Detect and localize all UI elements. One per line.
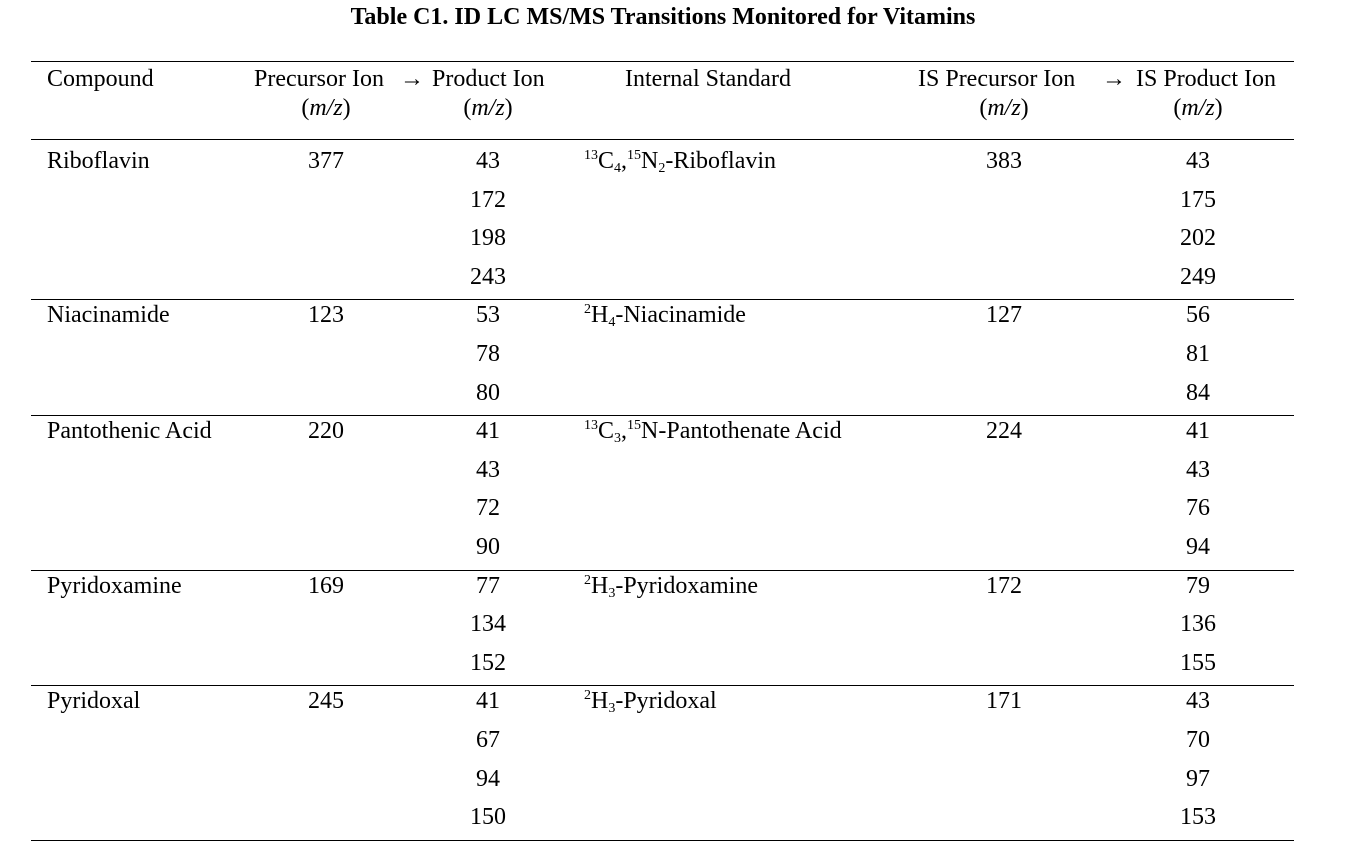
header-product-ion: Product Ion [432, 66, 545, 92]
product-ion-value: 94 [476, 765, 500, 792]
header-is-product-unit: (m/z) [1173, 95, 1223, 121]
header-precursor-unit: (m/z) [301, 95, 351, 121]
header-internal-standard: Internal Standard [625, 66, 791, 92]
table-bottom-rule [31, 840, 1294, 841]
internal-standard-part: , [621, 148, 628, 174]
internal-standard-name [584, 146, 776, 176]
header-is-precursor-unit: (m/z) [979, 95, 1029, 121]
product-ion-value: 41 [476, 418, 500, 445]
is-precursor-ion-value: 171 [986, 688, 1022, 715]
internal-standard-part: 2 [584, 688, 591, 704]
internal-standard-part: 13 [584, 418, 598, 434]
internal-standard-part: 2 [658, 161, 666, 176]
is-product-ion-value: 79 [1186, 572, 1210, 599]
header-is-arrow-icon: → [1102, 66, 1126, 92]
is-precursor-ion-value: 172 [986, 572, 1022, 599]
product-ion-value: 243 [470, 263, 506, 290]
is-product-ion-value: 153 [1180, 804, 1216, 831]
is-product-ion-value: 43 [1186, 456, 1210, 483]
internal-standard-part: , [621, 418, 628, 445]
table-title: Table C1. ID LC MS/MS Transitions Monitored for Vitamins [350, 4, 976, 30]
internal-standard-part: 2 [584, 302, 591, 318]
is-precursor-ion-value: 127 [986, 302, 1022, 329]
is-product-ion-value: 43 [1186, 688, 1210, 715]
compound-name: Pyridoxamine [47, 572, 182, 599]
is-product-ion-value: 97 [1186, 765, 1210, 792]
product-ion-value: 77 [476, 572, 500, 599]
precursor-ion-value: 377 [308, 148, 344, 174]
internal-standard-part: 3 [608, 585, 616, 601]
precursor-ion-value: 245 [308, 688, 344, 715]
internal-standard-part: -Pyridoxamine [615, 572, 758, 599]
internal-standard-part: 3 [614, 431, 622, 447]
is-product-ion-value: 76 [1186, 495, 1210, 522]
internal-standard-part: H [591, 688, 609, 715]
product-ion-value: 80 [476, 379, 500, 406]
precursor-ion-value: 123 [308, 302, 344, 329]
product-ion-value: 134 [470, 611, 506, 638]
header-bottom-rule [31, 139, 1294, 140]
header-precursor-ion: Precursor Ion [254, 66, 384, 92]
header-compound: Compound [47, 66, 154, 92]
is-precursor-ion-value: 224 [986, 418, 1022, 445]
internal-standard-part: H [591, 572, 609, 599]
is-product-ion-value: 56 [1186, 302, 1210, 329]
internal-standard-part: -Riboflavin [665, 148, 777, 174]
precursor-ion-value: 220 [308, 418, 344, 445]
internal-standard-part: C [598, 148, 615, 174]
is-product-ion-value: 43 [1186, 148, 1210, 174]
internal-standard-part: 15 [627, 418, 642, 434]
internal-standard-name [584, 300, 746, 330]
header-arrow-icon: → [400, 66, 424, 92]
internal-standard-part: 15 [627, 148, 642, 163]
is-product-ion-value: 136 [1180, 611, 1216, 638]
is-product-ion-value: 175 [1180, 186, 1216, 213]
internal-standard-part: 4 [608, 315, 616, 331]
internal-standard-part: 3 [608, 701, 616, 717]
internal-standard-part: 2 [584, 572, 591, 588]
internal-standard-part: N [641, 148, 659, 174]
header-is-precursor-ion: IS Precursor Ion [918, 66, 1076, 92]
product-ion-value: 150 [470, 804, 506, 831]
is-product-ion-value: 202 [1180, 225, 1216, 252]
compound-name: Riboflavin [47, 148, 150, 174]
is-product-ion-value: 249 [1180, 263, 1216, 290]
internal-standard-name [584, 571, 758, 601]
compound-name: Niacinamide [47, 302, 170, 329]
product-ion-value: 90 [476, 534, 500, 560]
internal-standard-part: N-Pantothenate Acid [641, 418, 842, 445]
product-ion-value: 67 [476, 727, 500, 753]
product-ion-value: 172 [470, 186, 506, 213]
is-product-ion-value: 84 [1186, 379, 1210, 406]
internal-standard-name [584, 416, 842, 446]
is-product-ion-value: 81 [1186, 341, 1210, 367]
is-product-ion-value: 70 [1186, 727, 1210, 753]
product-ion-value: 43 [476, 456, 500, 483]
product-ion-value: 53 [476, 302, 500, 329]
product-ion-value: 152 [470, 649, 506, 676]
internal-standard-part: -Niacinamide [615, 302, 746, 329]
compound-name: Pyridoxal [47, 688, 141, 715]
internal-standard-part: 4 [614, 161, 622, 176]
header-product-unit: (m/z) [463, 95, 513, 121]
precursor-ion-value: 169 [308, 572, 344, 599]
compound-name: Pantothenic Acid [47, 418, 212, 445]
product-ion-value: 72 [476, 495, 500, 522]
internal-standard-part: H [591, 302, 609, 329]
product-ion-value: 41 [476, 688, 500, 715]
is-product-ion-value: 94 [1186, 534, 1210, 560]
is-precursor-ion-value: 383 [986, 148, 1022, 174]
product-ion-value: 43 [476, 148, 500, 174]
internal-standard-name [584, 686, 717, 716]
internal-standard-part: C [598, 418, 615, 445]
is-product-ion-value: 41 [1186, 418, 1210, 445]
header-is-product-ion: IS Product Ion [1136, 66, 1276, 92]
product-ion-value: 198 [470, 225, 506, 252]
internal-standard-part: 13 [584, 148, 598, 163]
product-ion-value: 78 [476, 341, 500, 367]
internal-standard-part: -Pyridoxal [615, 688, 717, 715]
is-product-ion-value: 155 [1180, 649, 1216, 676]
table-top-rule [31, 61, 1294, 62]
